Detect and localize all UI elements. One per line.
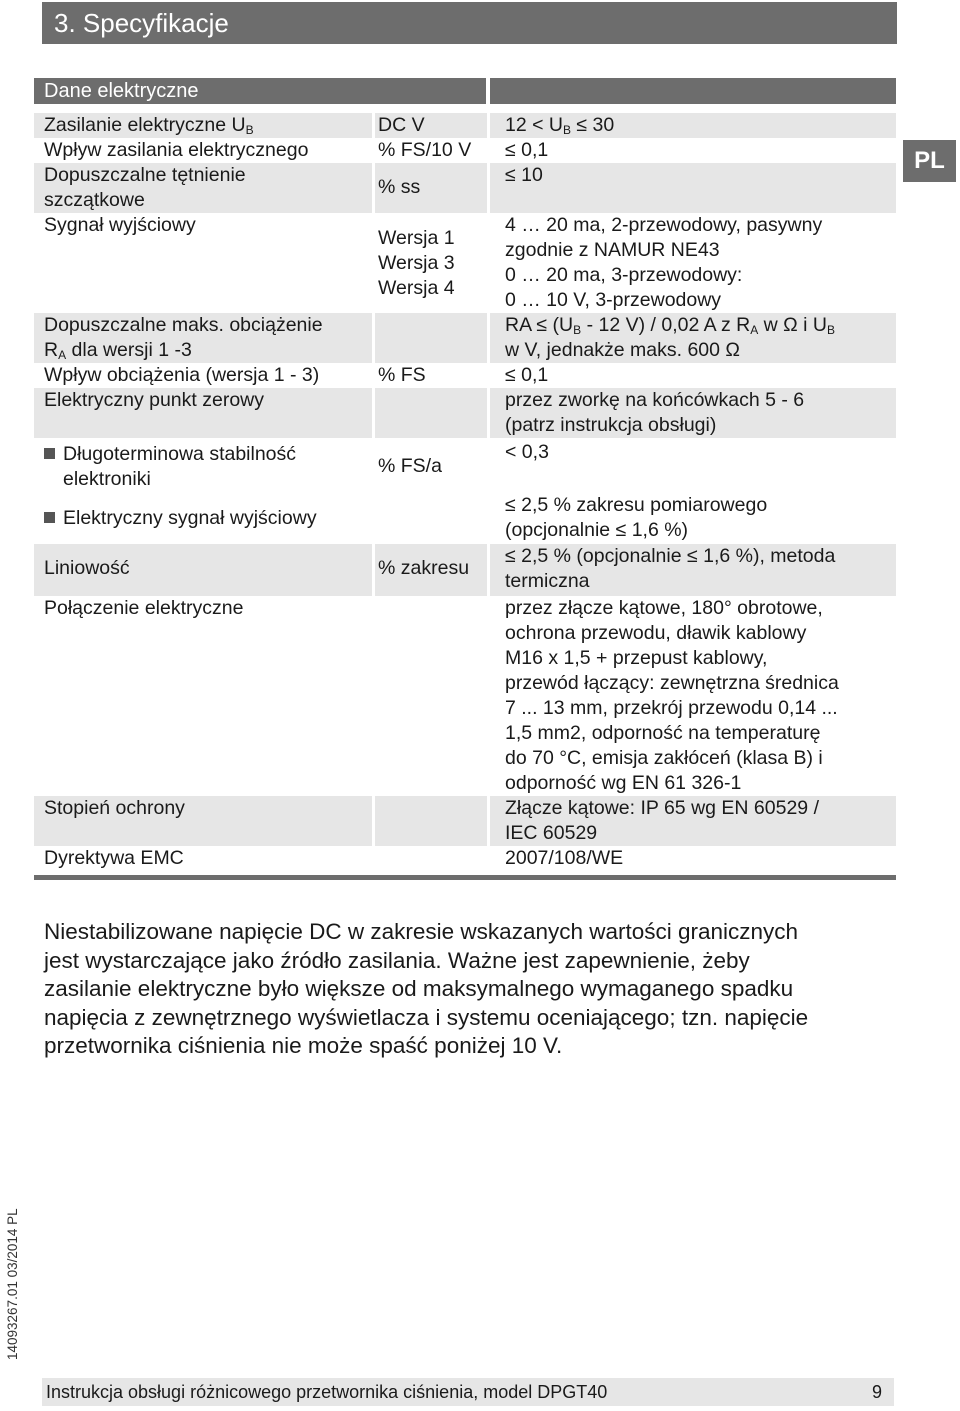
value-text: 12 < U	[505, 114, 563, 136]
row-label	[44, 506, 317, 531]
value-text: - 12 V) / 0,02 A z R	[581, 314, 751, 336]
row-value: przez zworkę na końcówkach 5 - 6	[505, 389, 805, 411]
table-header	[34, 78, 896, 104]
column-divider	[372, 104, 375, 875]
value-sub: B	[563, 123, 572, 137]
section-title: 3. Specyfikacje	[42, 2, 897, 44]
page-number: 9	[871, 1382, 882, 1402]
row-value: < 0,3	[505, 441, 549, 463]
row-value	[505, 113, 614, 138]
row-value: przewód łączący: zewnętrzna średnica	[505, 672, 839, 694]
value-text: RA ≤ (U	[505, 314, 574, 336]
row-label: Stopień ochrony	[44, 797, 185, 819]
value-sub: B	[827, 323, 836, 337]
footer-title: Instrukcja obsługi różnicowego przetwornika ciśnienia, model DPGT40	[46, 1382, 608, 1402]
row-unit: % zakresu	[378, 557, 470, 579]
header-divider	[486, 78, 490, 104]
row-value: Złącze kątowe: IP 65 wg EN 60529 /	[505, 797, 819, 819]
row-unit: % FS	[378, 364, 426, 386]
row-label: szczątkowe	[44, 189, 145, 211]
row-label: Dyrektywa EMC	[44, 847, 184, 869]
table-header-title: Dane elektryczne	[44, 80, 199, 102]
note-line: jest wystarczające jako źródło zasilania. Ważne jest zapewnienie, żeby	[44, 947, 750, 973]
column-divider	[487, 104, 490, 875]
row-value: (patrz instrukcja obsługi)	[505, 414, 717, 436]
label-text: dla wersji 1 -3	[66, 339, 192, 361]
value-sub: B	[573, 323, 582, 337]
spec-table	[34, 78, 896, 880]
row-value: ≤ 2,5 % zakresu pomiarowego	[505, 494, 768, 516]
row-value: ochrona przewodu, dławik kablowy	[505, 622, 807, 644]
row-value: 2007/108/WE	[505, 847, 624, 869]
row-value: 4 … 20 ma, 2-przewodowy, pasywny	[505, 214, 823, 236]
row-value	[505, 313, 835, 338]
row-unit: % FS/a	[378, 455, 442, 477]
row-unit: DC V	[378, 114, 425, 136]
supply-note	[44, 918, 894, 1061]
row-value: (opcjonalnie ≤ 1,6 %)	[505, 519, 689, 541]
note-line: napięcia z zewnętrznego wyświetlacza i systemu oceniającego; tzn. napięcie	[44, 1004, 809, 1030]
bullet-square-icon	[44, 448, 55, 459]
row-label: Dopuszczalne tętnienie	[44, 164, 246, 186]
row-unit: Wersja 1	[378, 227, 455, 249]
row-label: Elektryczny punkt zerowy	[44, 389, 264, 411]
row-value: 7 ... 13 mm, przekrój przewodu 0,14 ...	[505, 697, 838, 719]
row-value: w V, jednakże maks. 600 Ω	[505, 339, 740, 361]
note-line: Niestabilizowane napięcie DC w zakresie wskazanych wartości granicznych	[44, 919, 799, 944]
label-text: Długoterminowa stabilność	[63, 443, 297, 465]
row-unit: % ss	[378, 176, 421, 198]
row-value: M16 x 1,5 + przepust kablowy,	[505, 647, 768, 669]
bullet-square-icon	[44, 512, 55, 523]
row-label: Połączenie elektryczne	[44, 597, 244, 619]
row-unit: Wersja 4	[378, 277, 455, 299]
value-text: w Ω i U	[758, 314, 828, 336]
label-text: Zasilanie elektryczne U	[44, 114, 246, 136]
row-value: 1,5 mm2, odporność na temperaturę	[505, 722, 821, 744]
row-unit: Wersja 3	[378, 252, 455, 274]
row-label: Wpływ zasilania elektrycznego	[44, 139, 309, 161]
row-value: ≤ 2,5 % (opcjonalnie ≤ 1,6 %), metoda	[505, 545, 836, 567]
row-label: Wpływ obciążenia (wersja 1 - 3)	[44, 364, 320, 386]
document-code: 14093267.01 03/2014 PL	[5, 1208, 20, 1360]
row-value: odporność wg EN 61 326-1	[505, 772, 742, 794]
row-label	[44, 113, 254, 138]
label-sub: A	[58, 348, 67, 362]
row-value: IEC 60529	[505, 822, 598, 844]
row-value: ≤ 0,1	[505, 364, 549, 386]
note-line: przetwornika ciśnienia nie może spaść poniżej 10 V.	[44, 1033, 563, 1058]
row-label	[44, 338, 192, 363]
table-bottom-rule	[34, 875, 896, 880]
row-value: zgodnie z NAMUR NE43	[505, 239, 720, 261]
row-value: ≤ 10	[505, 164, 543, 186]
row-value: 0 … 10 V, 3-przewodowy	[505, 289, 722, 311]
row-value: ≤ 0,1	[505, 139, 549, 161]
row-label: elektroniki	[63, 468, 151, 490]
row-label: Liniowość	[44, 557, 130, 579]
label-text: Elektryczny sygnał wyjściowy	[63, 507, 317, 529]
note-line: zasilanie elektryczne było większe od maksymalnego wymaganego spadku	[44, 976, 794, 1001]
row-value: do 70 °C, emisja zakłóceń (klasa B) i	[505, 747, 823, 769]
row-value: termiczna	[505, 570, 590, 592]
value-sub: A	[750, 323, 759, 337]
value-text: ≤ 30	[571, 114, 615, 136]
row-label: Dopuszczalne maks. obciążenie	[44, 314, 323, 336]
row-label	[44, 442, 296, 467]
language-tab: PL	[903, 140, 956, 182]
label-text: R	[44, 339, 59, 361]
page-footer	[42, 1378, 894, 1406]
label-sub: B	[245, 123, 254, 137]
row-unit: % FS/10 V	[378, 139, 472, 161]
row-value: 0 … 20 ma, 3-przewodowy:	[505, 264, 743, 286]
row-label: Sygnał wyjściowy	[44, 214, 196, 236]
row-value: przez złącze kątowe, 180° obrotowe,	[505, 597, 823, 619]
